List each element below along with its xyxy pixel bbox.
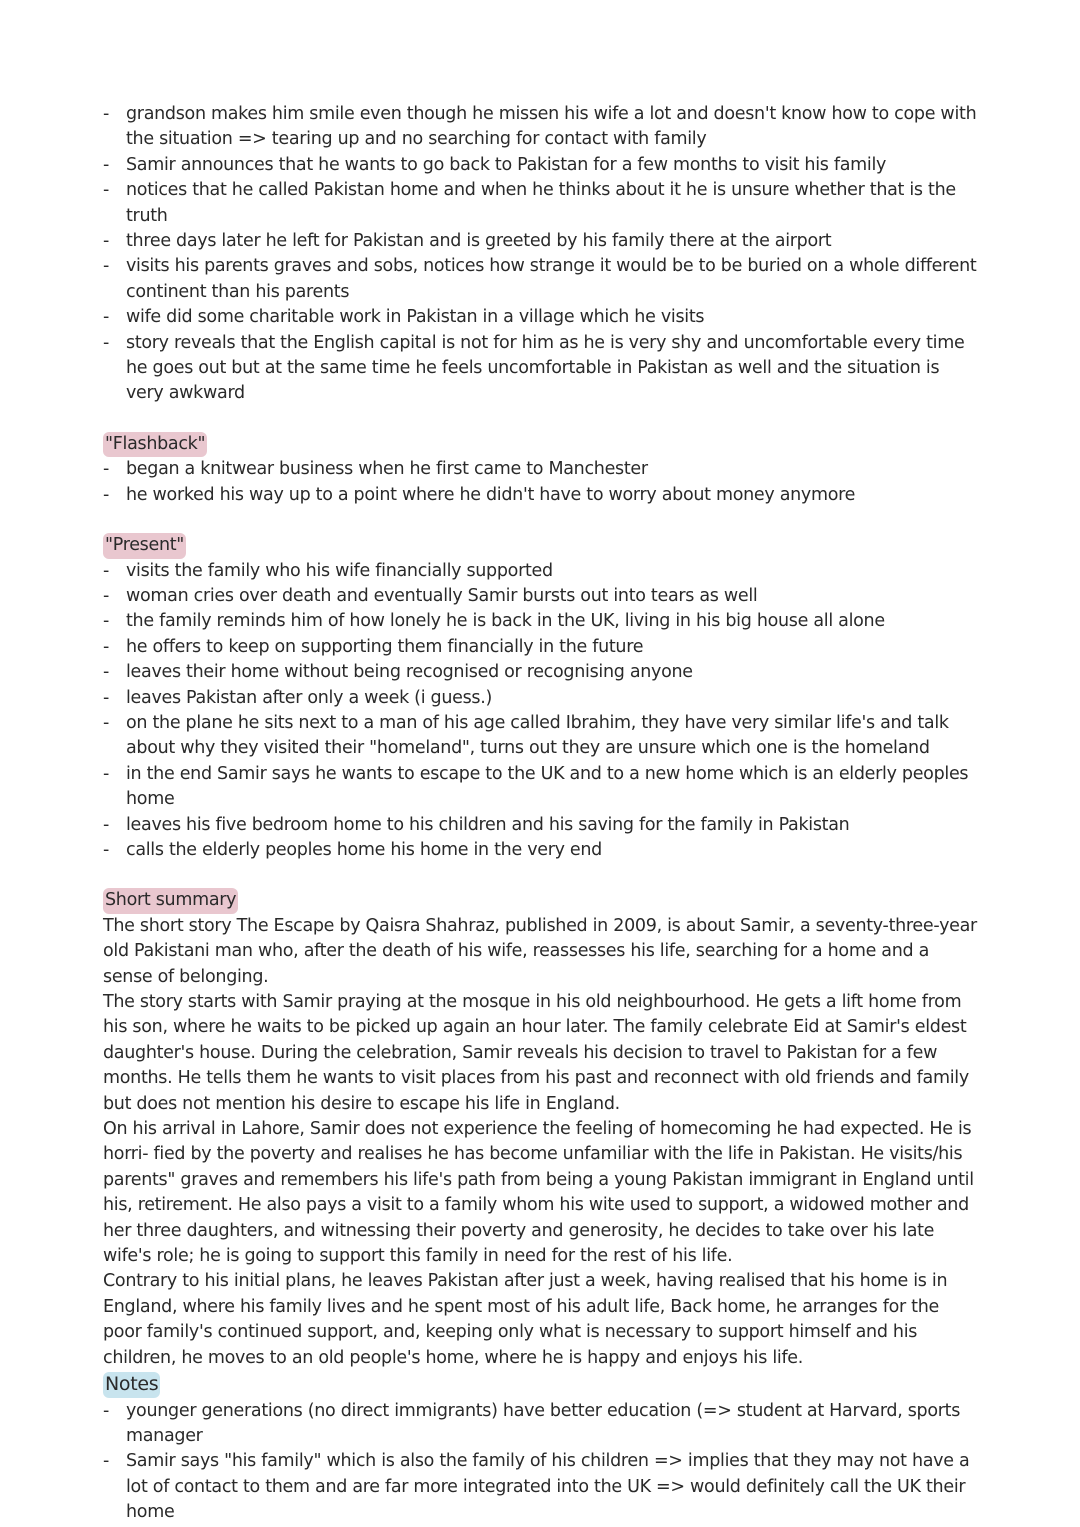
list-item: - he worked his way up to a point where he didn't have to worry about money anymore: [103, 483, 980, 508]
list-item: - grandson makes him smile even though he missen his wife a lot and doesn't know how to cope with the situation => tearing up and no searching for contact with family: [103, 102, 980, 153]
list-item: - in the end Samir says he wants to escape to the UK and to a new home which is an elderly peoples home: [103, 762, 980, 813]
list-item: - leaves his five bedroom home to his children and his saving for the family in Pakistan: [103, 813, 980, 838]
summary-paragraph: The short story The Escape by Qaisra Shahraz, published in 2009, is about Samir, a seventy-three-year old Pakistani man who, after the death of his wife, reassesses his life, searching for a home and a sense of belonging.: [103, 915, 977, 987]
list-item: - three days later he left for Pakistan and is greeted by his family there at the airport: [103, 229, 980, 254]
present-heading: "Present": [103, 533, 186, 558]
summary-paragraph: The story starts with Samir praying at the mosque in his old neighbourhood. He gets a lift home from his son, where he waits to be picked up again an hour later. The family celebrate Eid at Samir's eldest daughter's house. During the celebration, Samir reveals his decision to travel to Pakistan for a few months. He tells them he wants to visit places from his past and reconnect with old friends and family but does not mention his desire to escape his life in England.: [103, 992, 969, 1114]
list-item: - visits his parents graves and sobs, notices how strange it would be to be buried on a whole different continent than his parents: [103, 254, 980, 305]
flashback-list: [103, 457, 980, 508]
summary-paragraph: Contrary to his initial plans, he leaves Pakistan after just a week, having realised that his home is in England, where his family lives and he spent most of his adult life, Back home, he arranges for the poor family's continued support, and, keeping only what is necessary to support himself and his children, he moves to an old people's home, where he is happy and enjoys his life.: [103, 1271, 948, 1368]
list-item: - woman cries over death and eventually Samir bursts out into tears as well: [103, 584, 980, 609]
intro-list: [103, 102, 980, 407]
summary-paragraph: On his arrival in Lahore, Samir does not experience the feeling of homecoming he had expected. He is horri- fied by the poverty and realises he has become unfamiliar with the life in Pakistan. He visits/his parents" graves and remembers his life's path from being a young Pakistan immigrant in England until his, retirement. He also pays a visit to a family whom his wite used to support, a widowed mother and her three daughters, and witnessing their poverty and generosity, he decides to take over his late wife's role; he is going to support this family in need for the rest of his life.: [103, 1119, 974, 1267]
flashback-section: [103, 432, 980, 508]
list-item: - Samir announces that he wants to go back to Pakistan for a few months to visit his family: [103, 153, 980, 178]
notes-heading: Notes: [103, 1372, 160, 1397]
list-item: - wife did some charitable work in Pakistan in a village which he visits: [103, 305, 980, 330]
present-section: [103, 533, 980, 863]
list-item: - the family reminds him of how lonely he is back in the UK, living in his big house all alone: [103, 609, 980, 634]
list-item: - story reveals that the English capital is not for him as he is very shy and uncomfortable every time he goes out but at the same time he feels uncomfortable in Pakistan as well and the situation is very awkward: [103, 331, 980, 407]
list-item: - he offers to keep on supporting them financially in the future: [103, 635, 980, 660]
list-item: - younger generations (no direct immigrants) have better education (=> student at Harvard, sports manager: [103, 1399, 980, 1450]
list-item: - on the plane he sits next to a man of his age called Ibrahim, they have very similar life's and talk about why they visited their "homeland", turns out they are unsure which one is the homeland: [103, 711, 980, 762]
list-item: - calls the elderly peoples home his home in the very end: [103, 838, 980, 863]
present-list: [103, 559, 980, 864]
notes-list: [103, 1399, 980, 1526]
notes-section: [103, 1372, 980, 1525]
summary-section: [103, 888, 980, 1371]
list-item: - began a knitwear business when he first came to Manchester: [103, 457, 980, 482]
list-item: - visits the family who his wife financially supported: [103, 559, 980, 584]
list-item: - notices that he called Pakistan home and when he thinks about it he is unsure whether that is the truth: [103, 178, 980, 229]
summary-heading: Short summary: [103, 888, 238, 913]
list-item: - leaves their home without being recognised or recognising anyone: [103, 660, 980, 685]
list-item: - Samir says "his family" which is also the family of his children => implies that they may not have a lot of contact to them and are far more integrated into the UK => would definitely call the UK their home: [103, 1449, 980, 1525]
flashback-heading: "Flashback": [103, 432, 207, 457]
list-item: - leaves Pakistan after only a week (i guess.): [103, 686, 980, 711]
